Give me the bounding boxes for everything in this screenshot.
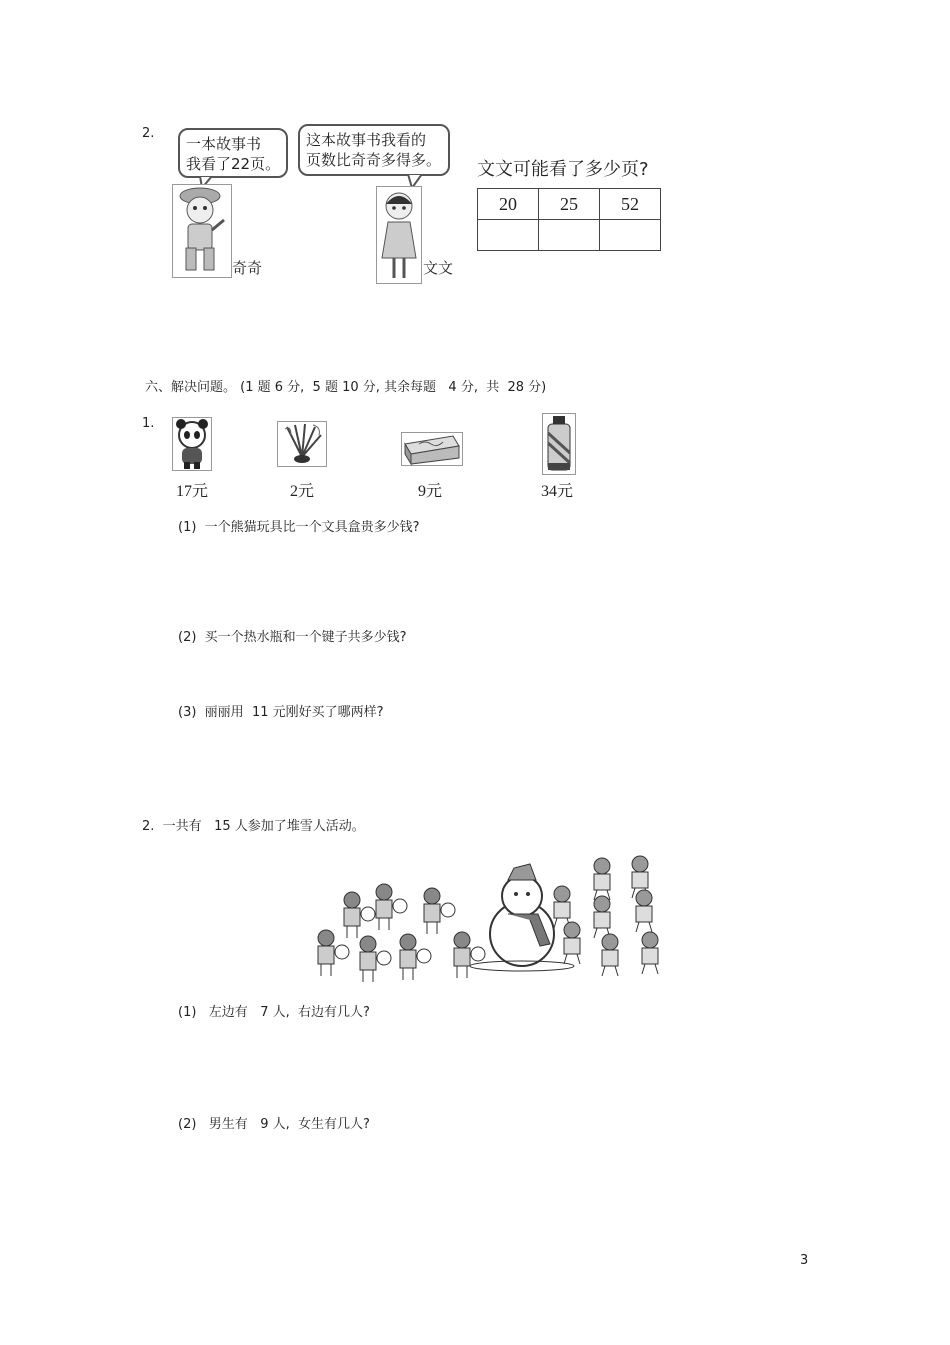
price-label: 17元 [176, 483, 209, 500]
sub-question: (1) 一个熊猫玩具比一个文具盒贵多少钱? [178, 520, 420, 535]
qiqi-bubble-line-1: 一本故事书 [186, 135, 262, 153]
price-label: 9元 [418, 483, 443, 500]
option-cell[interactable]: 20 [478, 189, 539, 220]
sub-question: (2) 买一个热水瓶和一个键子共多少钱? [178, 630, 407, 645]
pencil-box-icon [401, 432, 463, 466]
answer-cell[interactable] [478, 220, 539, 251]
qiqi-boy-illustration [172, 184, 232, 278]
problem-number: 2. [142, 126, 155, 141]
qiqi-bubble-line-2: 我看了22页。 [186, 155, 281, 173]
wenwen-girl-illustration [376, 186, 422, 284]
question-title: 2. 一共有 15 人参加了堆雪人活动。 [142, 819, 365, 834]
wenwen-bubble-line-1: 这本故事书我看的 [306, 131, 427, 149]
price-label: 34元 [541, 483, 574, 500]
panda-toy-icon [172, 417, 212, 471]
sub-question: (2) 男生有 9 人, 女生有几人? [178, 1117, 370, 1132]
section-heading: 六、解决问题。 (1 题 6 分, 5 题 10 分, 其余每题 4 分, 共 28 分) [145, 380, 547, 395]
qiqi-label: 奇奇 [232, 259, 263, 277]
wenwen-label: 文文 [423, 259, 454, 277]
answer-cell[interactable] [539, 220, 600, 251]
sub-question: (1) 左边有 7 人, 右边有几人? [178, 1005, 370, 1020]
wenwen-speech-bubble [298, 124, 450, 176]
answer-cell[interactable] [600, 220, 661, 251]
shuttlecock-icon [277, 421, 327, 467]
option-cell[interactable]: 52 [600, 189, 661, 220]
option-cell[interactable]: 25 [539, 189, 600, 220]
snowman-scene-illustration [312, 852, 672, 982]
options-question: 文文可能看了多少页? [477, 159, 649, 180]
price-label: 2元 [290, 483, 315, 500]
sub-question: (3) 丽丽用 11 元刚好买了哪两样? [178, 705, 384, 720]
question-number: 1. [142, 416, 155, 431]
thermos-icon [542, 413, 576, 475]
options-table [477, 188, 661, 251]
wenwen-bubble-line-2: 页数比奇奇多得多。 [306, 151, 442, 169]
page-number: 3 [800, 1253, 809, 1268]
qiqi-speech-bubble [178, 128, 288, 178]
